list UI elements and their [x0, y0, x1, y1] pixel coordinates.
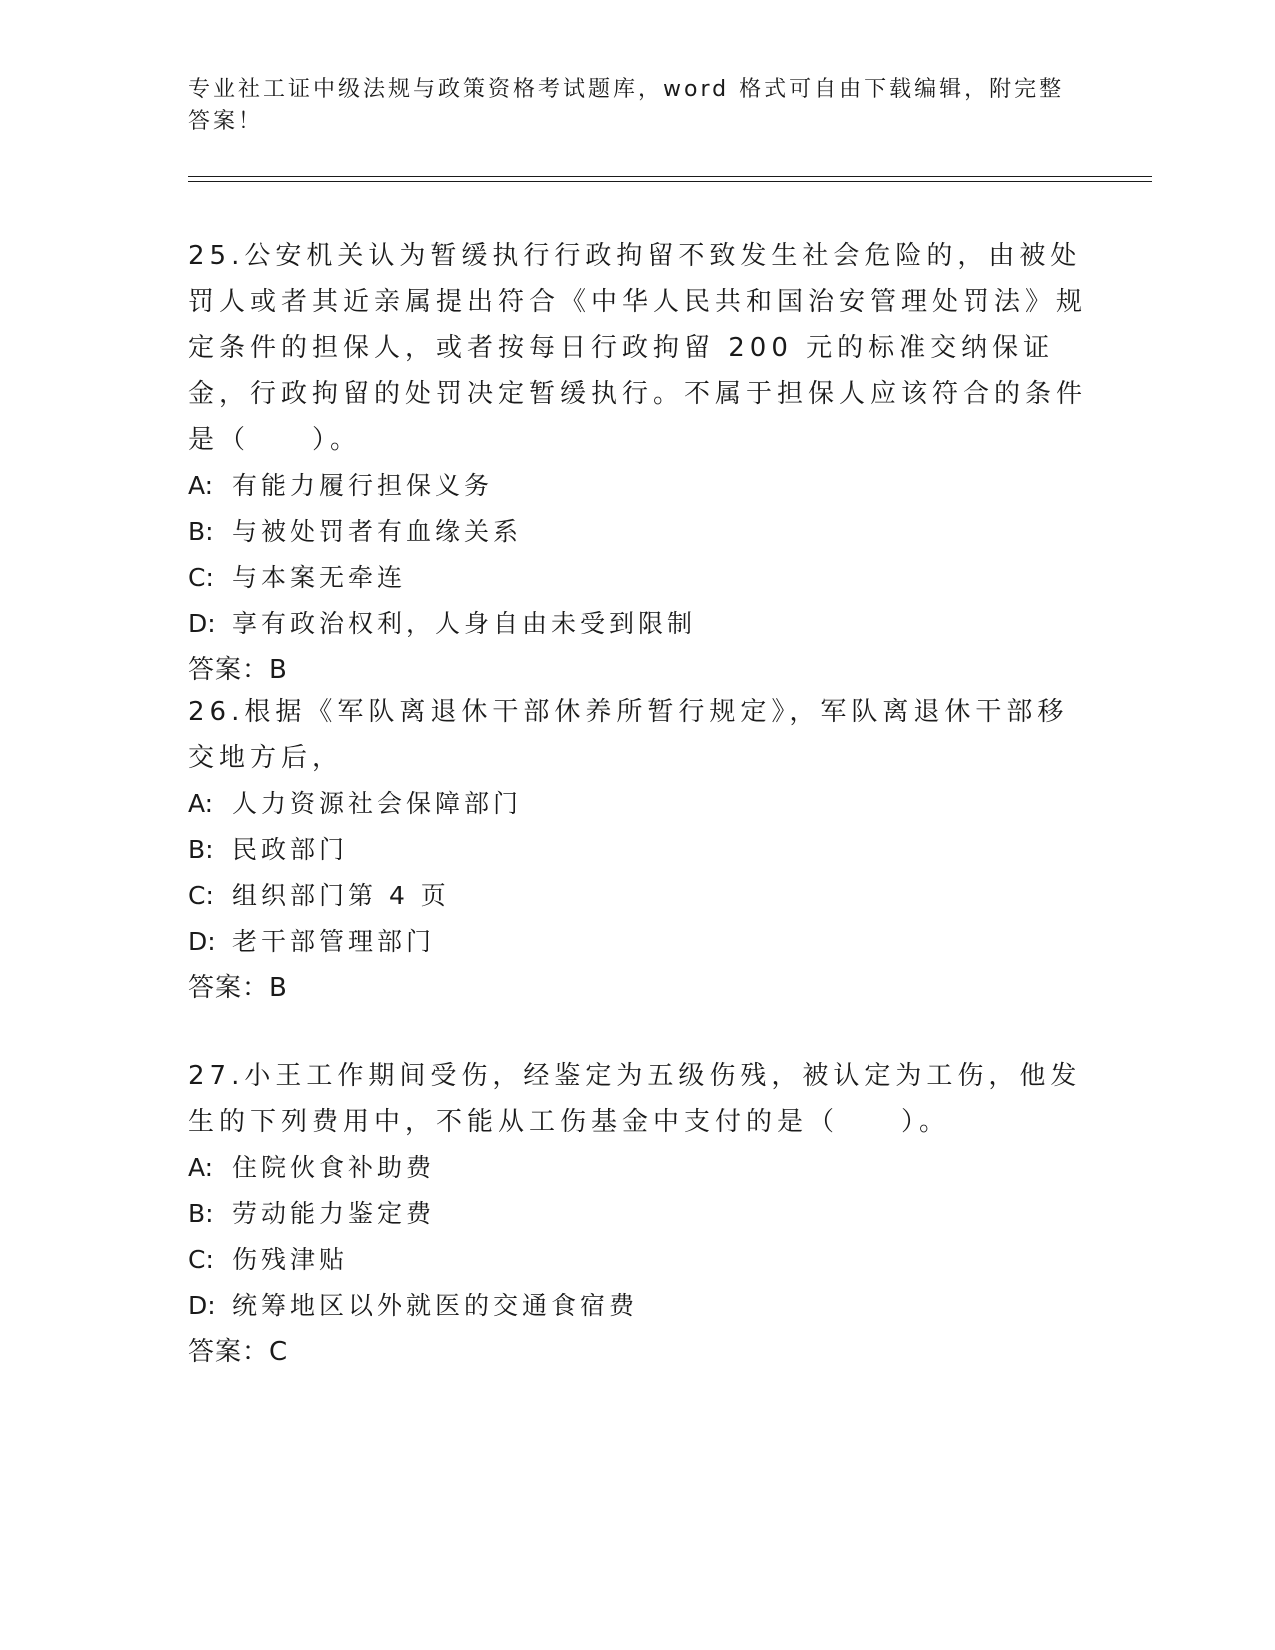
option-text: 住院伙食补助费	[232, 1153, 436, 1182]
option-letter: A:	[188, 471, 214, 500]
header-divider-bottom	[188, 181, 1152, 182]
option-text: 有能力履行担保义务	[232, 471, 494, 500]
option-d	[188, 1283, 1088, 1329]
option-text: 统筹地区以外就医的交通食宿费	[232, 1291, 639, 1320]
option-c	[188, 555, 1088, 601]
answer: 答案：B	[188, 655, 288, 685]
option-text: 组织部门第 4 页	[232, 881, 450, 910]
option-text: 与本案无牵连	[232, 563, 407, 592]
question-26	[188, 689, 1088, 1011]
option-letter: A:	[188, 789, 214, 818]
option-a	[188, 1145, 1088, 1191]
option-text: 人力资源社会保障部门	[232, 789, 523, 818]
option-a	[188, 463, 1088, 509]
option-letter: B:	[188, 1199, 214, 1228]
question-25	[188, 233, 1088, 693]
document-header: 专业社工证中级法规与政策资格考试题库，word 格式可自由下载编辑，附完整答案！	[188, 77, 1065, 134]
option-letter: C:	[188, 563, 214, 592]
question-27	[188, 1053, 1088, 1375]
question-text: 公安机关认为暂缓执行行政拘留不致发生社会危险的，由被处罚人或者其近亲属提出符合《中华人民共和国治安管理处罚法》规定条件的担保人，或者按每日行政拘留 200 元的标准交纳保证金，行政拘留的处罚决定暂缓执行。不属于担保人应该符合的条件是（ ）。	[188, 241, 1088, 455]
option-text: 与被处罚者有血缘关系	[232, 517, 523, 546]
option-letter: D:	[188, 927, 216, 956]
option-c	[188, 873, 1088, 919]
option-letter: C:	[188, 881, 214, 910]
question-stem	[188, 233, 1088, 463]
option-b	[188, 509, 1088, 555]
option-letter: D:	[188, 1291, 216, 1320]
option-text: 享有政治权利，人身自由未受到限制	[232, 609, 697, 638]
answer: 答案：C	[188, 1337, 289, 1367]
header-divider-top	[188, 176, 1152, 177]
question-number: 27.	[188, 1061, 245, 1091]
option-d	[188, 919, 1088, 965]
option-c	[188, 1237, 1088, 1283]
answer: 答案：B	[188, 973, 288, 1003]
option-d	[188, 601, 1088, 647]
option-a	[188, 781, 1088, 827]
question-text: 小王工作期间受伤，经鉴定为五级伤残，被认定为工伤，他发生的下列费用中，不能从工伤基金中支付的是（ ）。	[188, 1061, 1082, 1137]
option-letter: D:	[188, 609, 216, 638]
option-text: 伤残津贴	[232, 1245, 349, 1274]
option-letter: B:	[188, 835, 214, 864]
option-letter: C:	[188, 1245, 214, 1274]
question-stem	[188, 1053, 1088, 1145]
question-text: 根据《军队离退休干部休养所暂行规定》，军队离退休干部移交地方后，	[188, 697, 1069, 773]
option-text: 劳动能力鉴定费	[232, 1199, 436, 1228]
question-number: 26.	[188, 697, 245, 727]
option-b	[188, 827, 1088, 873]
question-number: 25.	[188, 241, 245, 271]
option-text: 民政部门	[232, 835, 349, 864]
option-text: 老干部管理部门	[232, 927, 436, 956]
option-b	[188, 1191, 1088, 1237]
option-letter: A:	[188, 1153, 214, 1182]
question-stem	[188, 689, 1088, 781]
option-letter: B:	[188, 517, 214, 546]
